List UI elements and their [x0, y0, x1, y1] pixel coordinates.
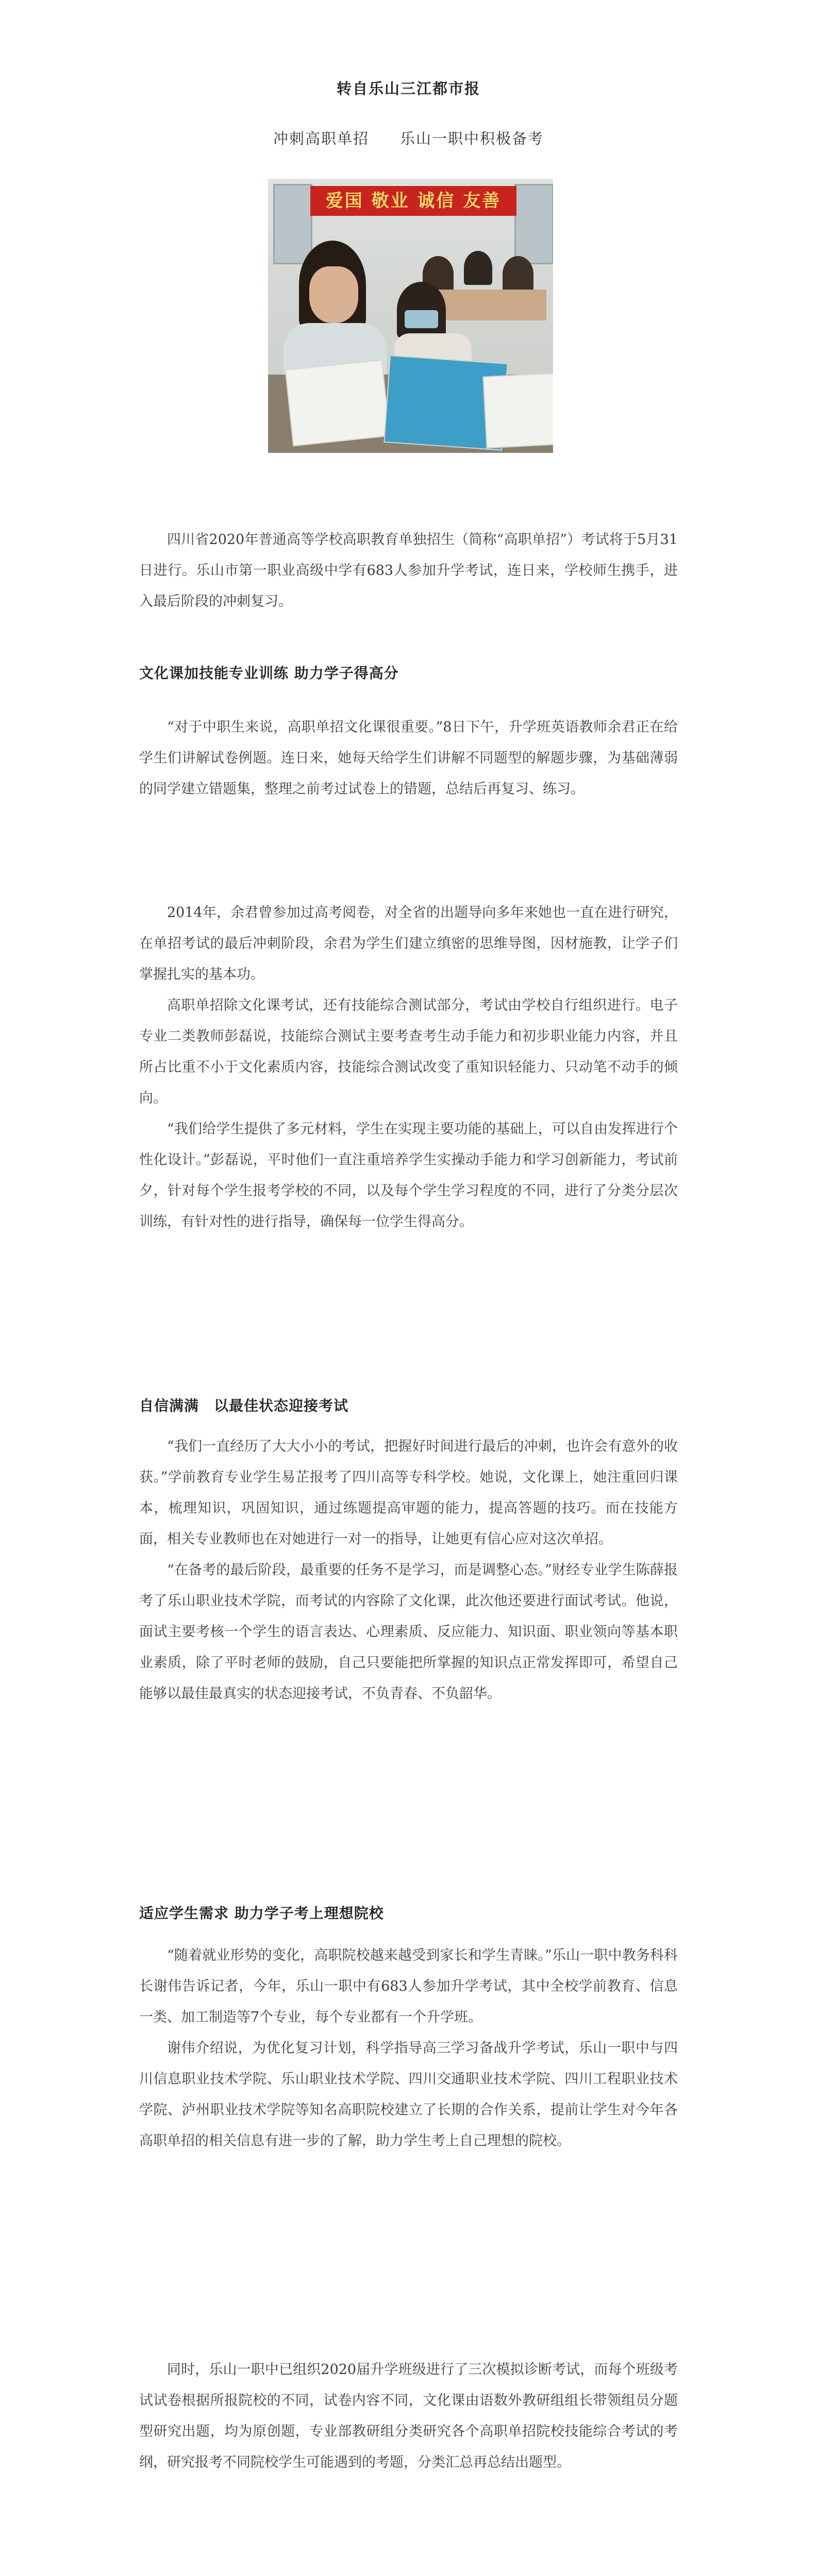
section-1-body [139, 712, 678, 805]
subtitle-left: 冲刺高职单招 [273, 130, 369, 147]
photo-window [514, 184, 553, 264]
paragraph-intro: 四川省2020年普通高等学校高职教育单独招生（简称“高职单招”）考试将于5月31日进行。乐山市第一职业高级中学有683人参加升学考试，连日来，学校师生携手，进入最后阶段的冲刺复习。 [139, 532, 678, 609]
section-heading-1: 文化课加技能专业训练 助力学子得高分 [139, 665, 399, 682]
paragraph: “随着就业形势的变化，高职院校越来越受到家长和学生青睐。”乐山一职中教务科科长谢伟告诉记者，今年，乐山一职中有683人参加升学考试，其中全校学前教育、信息一类、加工制造等7个专业，每个专业都有一个升学班。 [139, 1947, 678, 2025]
photo-mask [405, 310, 438, 328]
classroom-photo [268, 179, 553, 453]
section-heading-2: 自信满满 以最佳状态迎接考试 [139, 1397, 349, 1414]
paragraph: 2014年，余君曾参加过高考阅卷，对全省的出题导向多年来她也一直在进行研究，在单招考试的最后冲刺阶段，余君为学生们建立缜密的思维导图，因材施教，让学子们掌握扎实的基本功。 [139, 905, 678, 982]
paragraph: “我们给学生提供了多元材料，学生在实现主要功能的基础上，可以自由发挥进行个性化设计。”彭磊说，平时他们一直注重培养学生实操动手能力和学习创新能力，考试前夕，针对每个学生报考学校的不同，以及每个学生学习程度的不同，进行了分类分层次训练，有针对性的进行指导，确保每一位学生得高分。 [139, 1121, 678, 1230]
photo-book [482, 372, 553, 448]
source-title: 转自乐山三江都市报 [336, 80, 480, 97]
paragraph: 谢伟介绍说，为优化复习计划，科学指导高三学习备战升学考试，乐山一职中与四川信息职业技术学院、乐山职业技术学院、四川交通职业技术学院、四川工程职业技术学院、泸州职业技术学院等知名高职院校建立了长期的合作关系，提前让学生对今年各高职单招的相关信息有进一步的了解，助力学生考上自己理想的院校。 [139, 2040, 678, 2149]
paragraph: 高职单招除文化课考试，还有技能综合测试部分，考试由学校自行组织进行。电子专业二类教师彭磊说，技能综合测试主要考查考生动手能力和初步职业能力内容，并且所占比重不小于文化素质内容，技能综合测试改变了重知识轻能力、只动笔不动手的倾向。 [139, 997, 678, 1106]
photo-face [309, 266, 358, 323]
photo-window [273, 184, 312, 264]
article-subtitle [139, 127, 678, 148]
section-3-body-2 [139, 2354, 678, 2478]
paragraph: “我们一直经历了大大小小的考试，把握好时间进行最后的冲刺，也许会有意外的收获。”学前教育专业学生易芷报考了四川高等专科学校。她说，文化课上，她注重回归课本，梳理知识，巩固知识，通过练题提高审题的能力，提高答题的技巧。而在技能方面，相关专业教师也在对她进行一对一的指导，让她更有信心应对这次单招。 [139, 1438, 678, 1547]
subtitle-right: 乐山一职中积极备考 [400, 130, 544, 147]
photo-banner: 爱国 敬业 诚信 友善 [310, 186, 516, 216]
paragraph: “在备考的最后阶段，最重要的任务不是学习，而是调整心态。”财经专业学生陈薛报考了乐山职业技术学院，而考试的内容除了文化课，此次他还要进行面试考试。他说，面试主要考核一个学生的语言表达、心理素质、反应能力、知识面、职业领向等基本职业素质，除了平时老师的鼓励，自己只要能把所掌握的知识点正常发挥即可，希望自己能够以最佳最真实的状态迎接考试，不负青春、不负韶华。 [139, 1562, 678, 1702]
photo-student [464, 251, 492, 285]
paragraph: 同时，乐山一职中已组织2020届升学班级进行了三次模拟诊断考试，而每个班级考试试卷根据所报院校的不同，试卷内容不同，文化课由语数外教研组组长带领组员分题型研究出题，均为原创题，专业部教研组分类研究各个高职单招院校技能综合考试的考纲，研究报考不同院校学生可能遇到的考题，分类汇总再总结出题型。 [139, 2362, 678, 2470]
section-1-body-2 [139, 897, 678, 1238]
photo-book [285, 359, 391, 446]
section-heading-3: 适应学生需求 助力学子考上理想院校 [139, 1905, 384, 1922]
photo-student [503, 256, 533, 292]
section-2-body [139, 1431, 678, 1709]
paragraph: “对于中职生来说，高职单招文化课很重要。”8日下午，升学班英语教师余君正在给学生们讲解试卷例题。连日来，她每天给学生们讲解不同题型的解题步骤，为基础薄弱的同学建立错题集，整理之前考过试卷上的错题，总结后再复习、练习。 [139, 719, 678, 797]
section-3-body [139, 1940, 678, 2157]
